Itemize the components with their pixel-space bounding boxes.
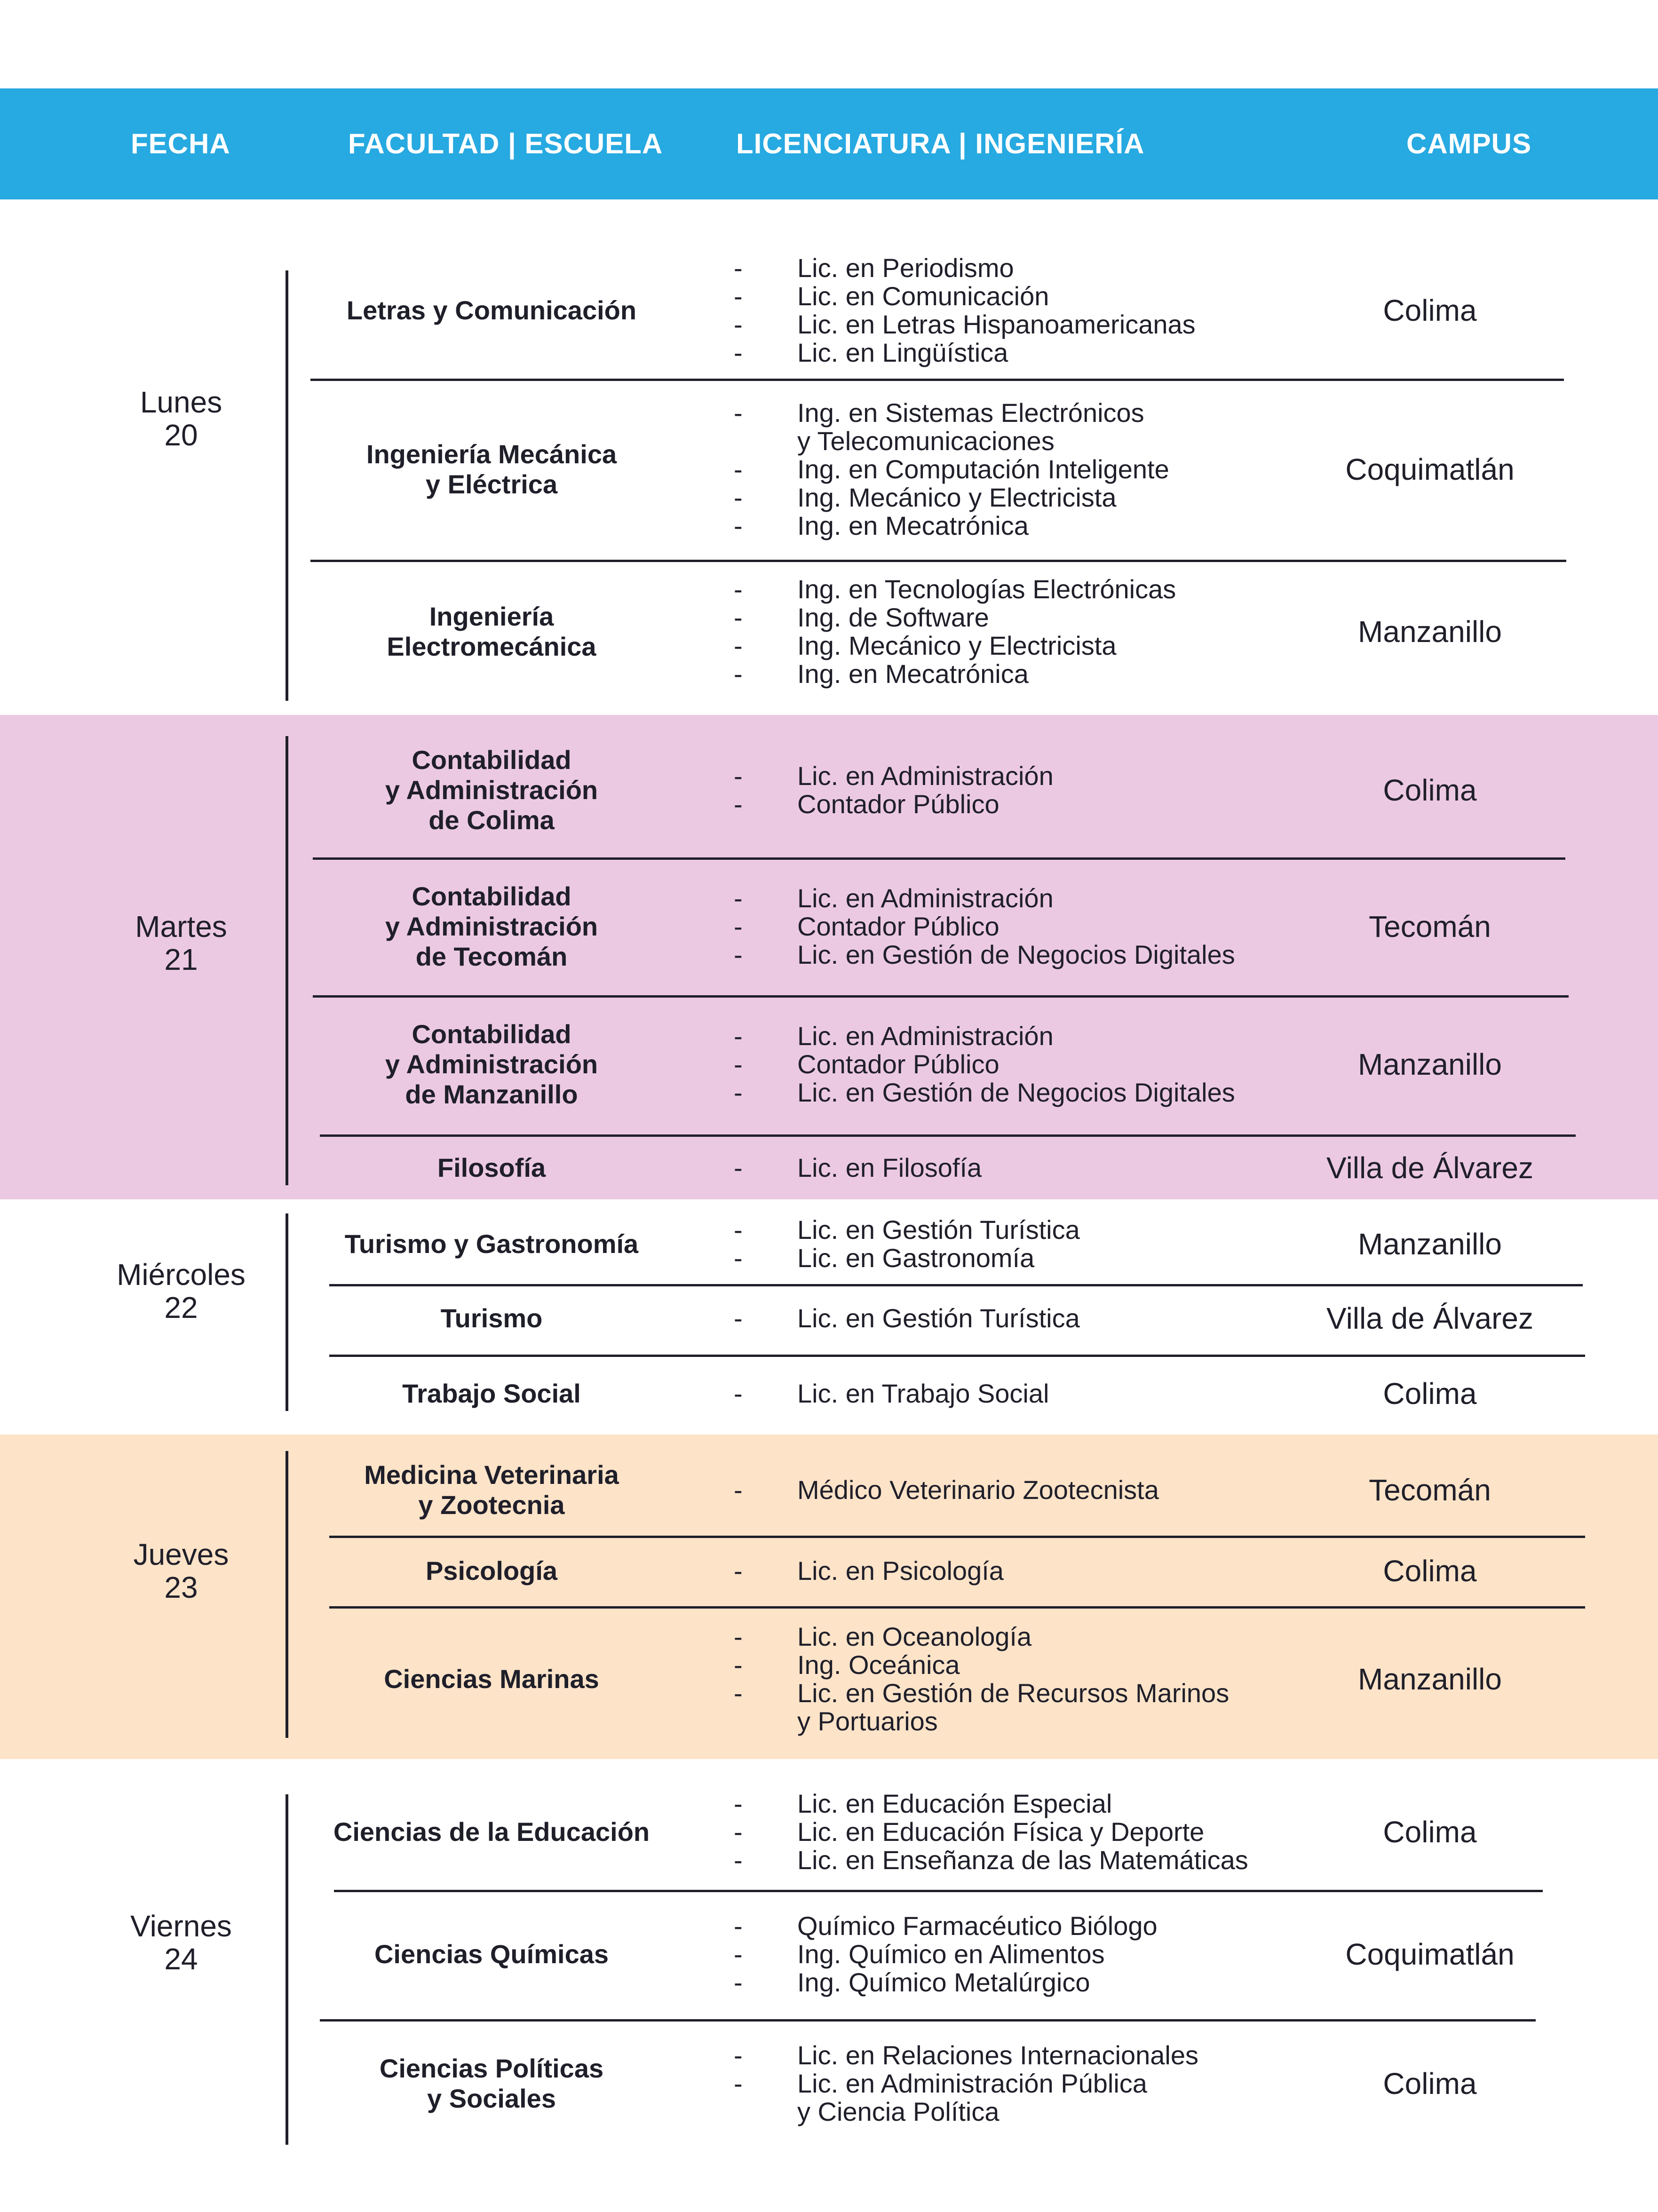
program-item: - Ing. Químico Metalúrgico: [724, 1968, 1336, 1997]
day-divider-line: [286, 1794, 288, 2145]
program-list: [724, 1609, 1336, 1750]
program-item: - Contador Público: [724, 912, 1336, 941]
program-list: [724, 1893, 1336, 2015]
day-label: [75, 1258, 287, 1324]
day-name: Miércoles: [117, 1258, 246, 1292]
day-number: 20: [164, 418, 198, 452]
facultad-name: [310, 1609, 673, 1750]
day-name: Viernes: [130, 1909, 232, 1943]
facultad-name: [310, 2022, 673, 2145]
program-item: - Ing. de Software: [724, 603, 1336, 632]
program-item: - Lic. en Relaciones Internacionales: [724, 2041, 1336, 2069]
program-item: - Lic. en Administración Pública: [724, 2069, 1336, 2098]
row-separator: [313, 857, 1565, 860]
program-list: [724, 727, 1336, 854]
program-item: y Portuarios: [797, 1706, 938, 1736]
program-item: - Lic. en Oceanología: [724, 1623, 1336, 1651]
campus-name: Colima: [1383, 1554, 1477, 1588]
campus-name: Tecomán: [1369, 1473, 1491, 1507]
facultad-name: [310, 1357, 673, 1430]
program-item: - Lic. en Gastronomía: [724, 1244, 1336, 1272]
day-label: [75, 386, 287, 452]
program-item: - Lic. en Gestión de Negocios Digitales: [724, 1078, 1336, 1107]
facultad-name: [310, 997, 673, 1131]
facultad-line: Turismo: [440, 1303, 543, 1333]
facultad-line: Electromecánica: [387, 631, 596, 661]
program-item: - Ing. Químico en Alimentos: [724, 1940, 1336, 1968]
program-list: [724, 1357, 1336, 1430]
facultad-line: Ciencias de la Educación: [333, 1817, 650, 1847]
program-item: - Contador Público: [724, 1050, 1336, 1078]
row-separator: [334, 1890, 1543, 1892]
program-item: - Ing. en Tecnologías Electrónicas: [724, 575, 1336, 603]
header-campus: CAMPUS: [1406, 128, 1532, 159]
facultad-line: Ingeniería: [429, 601, 554, 631]
day-divider-line: [286, 270, 288, 701]
day-divider-line: [286, 1213, 288, 1411]
day-name: Martes: [135, 910, 227, 943]
campus-name: Coquimatlán: [1345, 452, 1515, 486]
facultad-name: [310, 1446, 673, 1533]
program-item: - Lic. en Filosofía: [724, 1154, 1336, 1182]
day-name: Jueves: [133, 1538, 229, 1571]
row-separator: [320, 1134, 1576, 1137]
program-item: - Lic. en Administración: [724, 1022, 1336, 1050]
facultad-name: [310, 861, 673, 992]
program-item: - Ing. Mecánico y Electricista: [724, 632, 1336, 660]
program-item: - Contador Público: [724, 790, 1336, 818]
program-item: - Médico Veterinario Zootecnista: [724, 1476, 1336, 1504]
campus-name: Tecomán: [1369, 910, 1491, 943]
program-list: [724, 381, 1336, 557]
program-list: [724, 1538, 1336, 1604]
row-separator: [320, 2019, 1536, 2022]
facultad-name: [310, 1138, 673, 1197]
program-item: - Lic. en Educación Especial: [724, 1790, 1336, 1818]
facultad-line: Medicina Veterinaria: [364, 1459, 619, 1490]
day-name: Lunes: [140, 385, 222, 419]
program-list: [724, 1778, 1336, 1886]
facultad-line: Turismo y Gastronomía: [344, 1229, 639, 1259]
facultad-line: y Eléctrica: [425, 469, 558, 499]
facultad-line: Contabilidad: [412, 881, 571, 911]
day-number: 23: [164, 1570, 198, 1604]
facultad-name: [310, 1206, 673, 1282]
program-item: - Lic. en Gestión de Negocios Digitales: [724, 941, 1336, 969]
facultad-line: y Administración: [385, 912, 598, 941]
facultad-line: Contabilidad: [412, 745, 571, 775]
day-label: [75, 1538, 287, 1604]
campus-name: Colima: [1383, 773, 1477, 807]
program-item: - Lic. en Gestión Turística: [724, 1304, 1336, 1332]
program-item: y Ciencia Política: [797, 2097, 1000, 2126]
facultad-line: Ciencias Químicas: [374, 1939, 609, 1969]
day-number: 21: [164, 943, 198, 976]
program-item: - Lic. en Psicología: [724, 1557, 1336, 1585]
program-item: - Lic. en Letras Hispanoamericanas: [724, 310, 1336, 339]
day-divider-line: [286, 736, 288, 1185]
facultad-name: [310, 727, 673, 854]
campus-name: Manzanillo: [1358, 614, 1502, 649]
program-list: [724, 1138, 1336, 1197]
table-header: [0, 88, 1658, 199]
program-list: [724, 1206, 1336, 1282]
campus-name: Manzanillo: [1358, 1662, 1502, 1696]
campus-name: Colima: [1383, 293, 1477, 327]
program-item: - Ing. Mecánico y Electricista: [724, 484, 1336, 512]
program-item: - Lic. en Lingüística: [724, 339, 1336, 367]
program-item: - Ing. en Mecatrónica: [724, 512, 1336, 540]
facultad-name: [310, 1286, 673, 1350]
campus-name: Colima: [1383, 2067, 1477, 2101]
campus-name: Colima: [1383, 1376, 1477, 1411]
facultad-line: Letras y Comunicación: [346, 295, 637, 325]
facultad-line: Ciencias Políticas: [379, 2053, 604, 2083]
program-item: - Ing. en Sistemas Electrónicos: [724, 399, 1336, 427]
program-list: [724, 1446, 1336, 1533]
facultad-line: Ingeniería Mecánica: [366, 439, 617, 469]
facultad-name: [310, 1893, 673, 2015]
facultad-name: [310, 1538, 673, 1604]
program-item: - Lic. en Administración: [724, 884, 1336, 912]
program-item: - Lic. en Comunicación: [724, 282, 1336, 310]
program-item: - Lic. en Periodismo: [724, 254, 1336, 282]
facultad-name: [310, 562, 673, 701]
program-item: - Químico Farmacéutico Biólogo: [724, 1912, 1336, 1940]
facultad-line: de Tecomán: [415, 942, 568, 971]
facultad-name: [310, 381, 673, 557]
program-list: [724, 997, 1336, 1131]
facultad-line: y Sociales: [427, 2084, 556, 2113]
program-list: [724, 2022, 1336, 2145]
day-label: [75, 910, 287, 976]
day-number: 24: [164, 1942, 198, 1976]
facultad-line: Ciencias Marinas: [384, 1664, 599, 1694]
program-item: y Telecomunicaciones: [797, 426, 1055, 456]
facultad-line: y Administración: [385, 1049, 598, 1079]
facultad-line: y Administración: [385, 775, 598, 805]
program-list: [724, 861, 1336, 992]
campus-name: Villa de Álvarez: [1326, 1301, 1533, 1335]
facultad-line: Trabajo Social: [402, 1378, 581, 1408]
program-item: - Lic. en Educación Física y Deporte: [724, 1818, 1336, 1846]
program-item: - Lic. en Administración: [724, 762, 1336, 790]
facultad-line: Psicología: [425, 1556, 558, 1586]
facultad-line: y Zootecnia: [418, 1490, 565, 1520]
campus-name: Colima: [1383, 1815, 1477, 1849]
day-divider-line: [286, 1451, 288, 1738]
facultad-name: [310, 245, 673, 376]
facultad-line: Contabilidad: [412, 1019, 571, 1049]
day-number: 22: [164, 1291, 198, 1324]
campus-name: Manzanillo: [1358, 1227, 1502, 1261]
program-item: - Ing. en Mecatrónica: [724, 660, 1336, 688]
program-item: - Lic. en Gestión de Recursos Marinos: [724, 1679, 1336, 1707]
campus-name: Manzanillo: [1358, 1047, 1502, 1081]
day-label: [75, 1910, 287, 1975]
header-licenciatura: LICENCIATURA | INGENIERÍA: [736, 128, 1145, 159]
facultad-line: de Colima: [428, 805, 555, 835]
program-list: [724, 1286, 1336, 1350]
header-fecha: FECHA: [131, 128, 230, 159]
campus-name: Coquimatlán: [1345, 1937, 1515, 1971]
program-item: - Ing. en Computación Inteligente: [724, 455, 1336, 484]
header-facultad: FACULTAD | ESCUELA: [348, 128, 663, 159]
program-item: - Lic. en Gestión Turística: [724, 1216, 1336, 1244]
facultad-line: de Manzanillo: [405, 1079, 578, 1109]
campus-name: Villa de Álvarez: [1326, 1150, 1533, 1185]
facultad-line: Filosofía: [437, 1152, 546, 1182]
facultad-name: [310, 1778, 673, 1886]
program-list: [724, 245, 1336, 376]
program-item: - Ing. Oceánica: [724, 1651, 1336, 1679]
program-list: [724, 562, 1336, 701]
program-item: - Lic. en Enseñanza de las Matemáticas: [724, 1846, 1336, 1874]
program-item: - Lic. en Trabajo Social: [724, 1380, 1336, 1408]
